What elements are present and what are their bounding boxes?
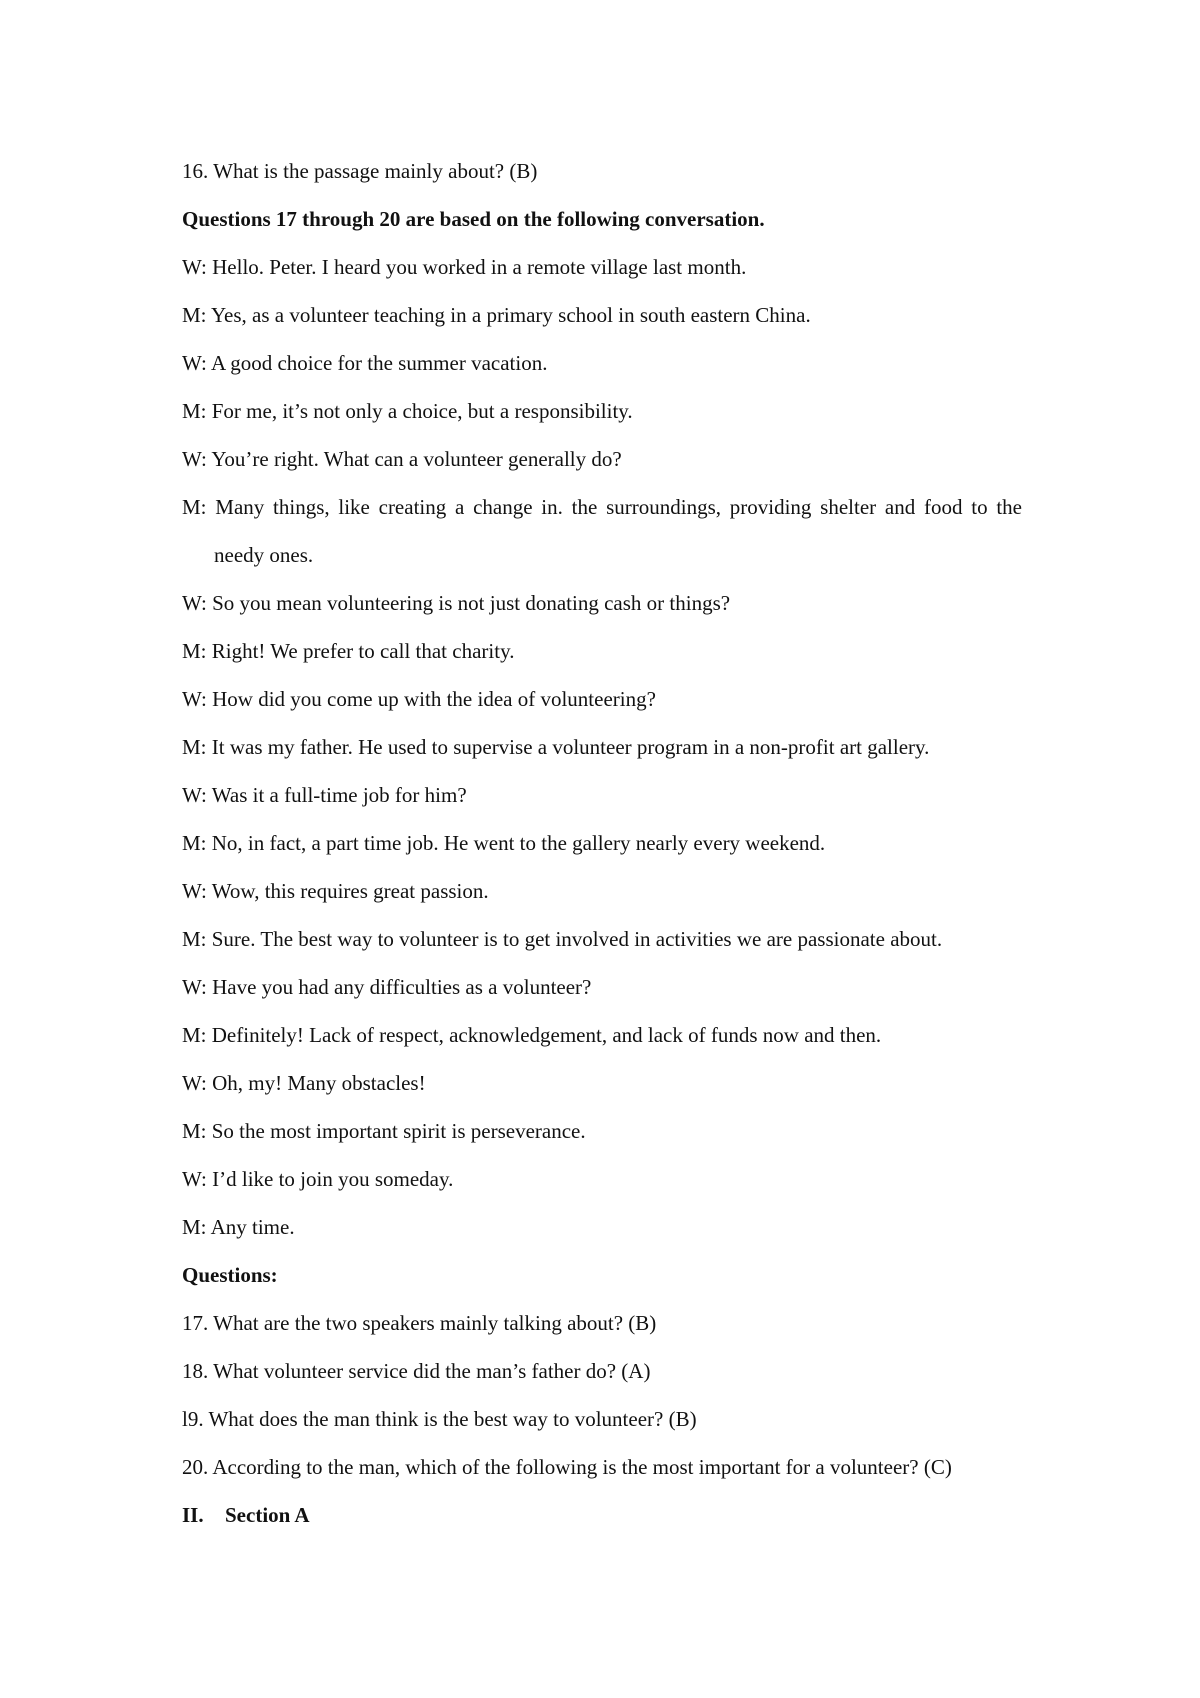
question-19-answer: l9. What does the man think is the best way to volunteer? (B) bbox=[182, 1407, 697, 1431]
dialogue-line: M: Sure. The best way to volunteer is to get involved in activities we are passionate about. bbox=[182, 927, 943, 951]
dialogue-line: W: So you mean volunteering is not just donating cash or things? bbox=[182, 591, 731, 615]
dialogue-line: W: Wow, this requires great passion. bbox=[182, 879, 489, 903]
dialogue-line: W: You’re right. What can a volunteer generally do? bbox=[182, 447, 622, 471]
dialogue-line: M: No, in fact, a part time job. He went to the gallery nearly every weekend. bbox=[182, 831, 826, 855]
dialogue-line: W: Hello. Peter. I heard you worked in a remote village last month. bbox=[182, 255, 747, 279]
dialogue-line: M: Definitely! Lack of respect, acknowledgement, and lack of funds now and then. bbox=[182, 1023, 882, 1047]
dialogue-line: M: Any time. bbox=[182, 1215, 295, 1239]
section-heading bbox=[182, 1503, 1022, 1527]
dialogue-line: M: So the most important spirit is perseverance. bbox=[182, 1119, 586, 1143]
dialogue-line: M: It was my father. He used to supervise a volunteer program in a non-profit art gallery. bbox=[182, 735, 930, 759]
dialogue-line: W: I’d like to join you someday. bbox=[182, 1167, 454, 1191]
dialogue-line: W: Oh, my! Many obstacles! bbox=[182, 1071, 426, 1095]
conversation-heading: Questions 17 through 20 are based on the following conversation. bbox=[182, 207, 765, 231]
dialogue-line: W: Have you had any difficulties as a volunteer? bbox=[182, 975, 592, 999]
dialogue-line: W: Was it a full-time job for him? bbox=[182, 783, 467, 807]
question-18-answer: 18. What volunteer service did the man’s father do? (A) bbox=[182, 1359, 651, 1383]
question-17-answer: 17. What are the two speakers mainly talking about? (B) bbox=[182, 1311, 657, 1335]
questions-heading: Questions: bbox=[182, 1263, 278, 1287]
question-20-answer: 20. According to the man, which of the following is the most important for a volunteer? (C) bbox=[182, 1455, 952, 1479]
dialogue-line: M: Many things, like creating a change in. the surroundings, providing shelter and food to the bbox=[182, 495, 1022, 519]
dialogue-line: M: Yes, as a volunteer teaching in a primary school in south eastern China. bbox=[182, 303, 811, 327]
section-title: Section A bbox=[225, 1503, 310, 1527]
dialogue-line: W: A good choice for the summer vacation. bbox=[182, 351, 548, 375]
dialogue-line-continuation: needy ones. bbox=[214, 543, 314, 567]
section-number: II. bbox=[182, 1503, 204, 1527]
dialogue-line: W: How did you come up with the idea of volunteering? bbox=[182, 687, 656, 711]
dialogue-line: M: For me, it’s not only a choice, but a responsibility. bbox=[182, 399, 633, 423]
dialogue-line: M: Right! We prefer to call that charity. bbox=[182, 639, 515, 663]
question-16-answer: 16. What is the passage mainly about? (B) bbox=[182, 159, 538, 183]
